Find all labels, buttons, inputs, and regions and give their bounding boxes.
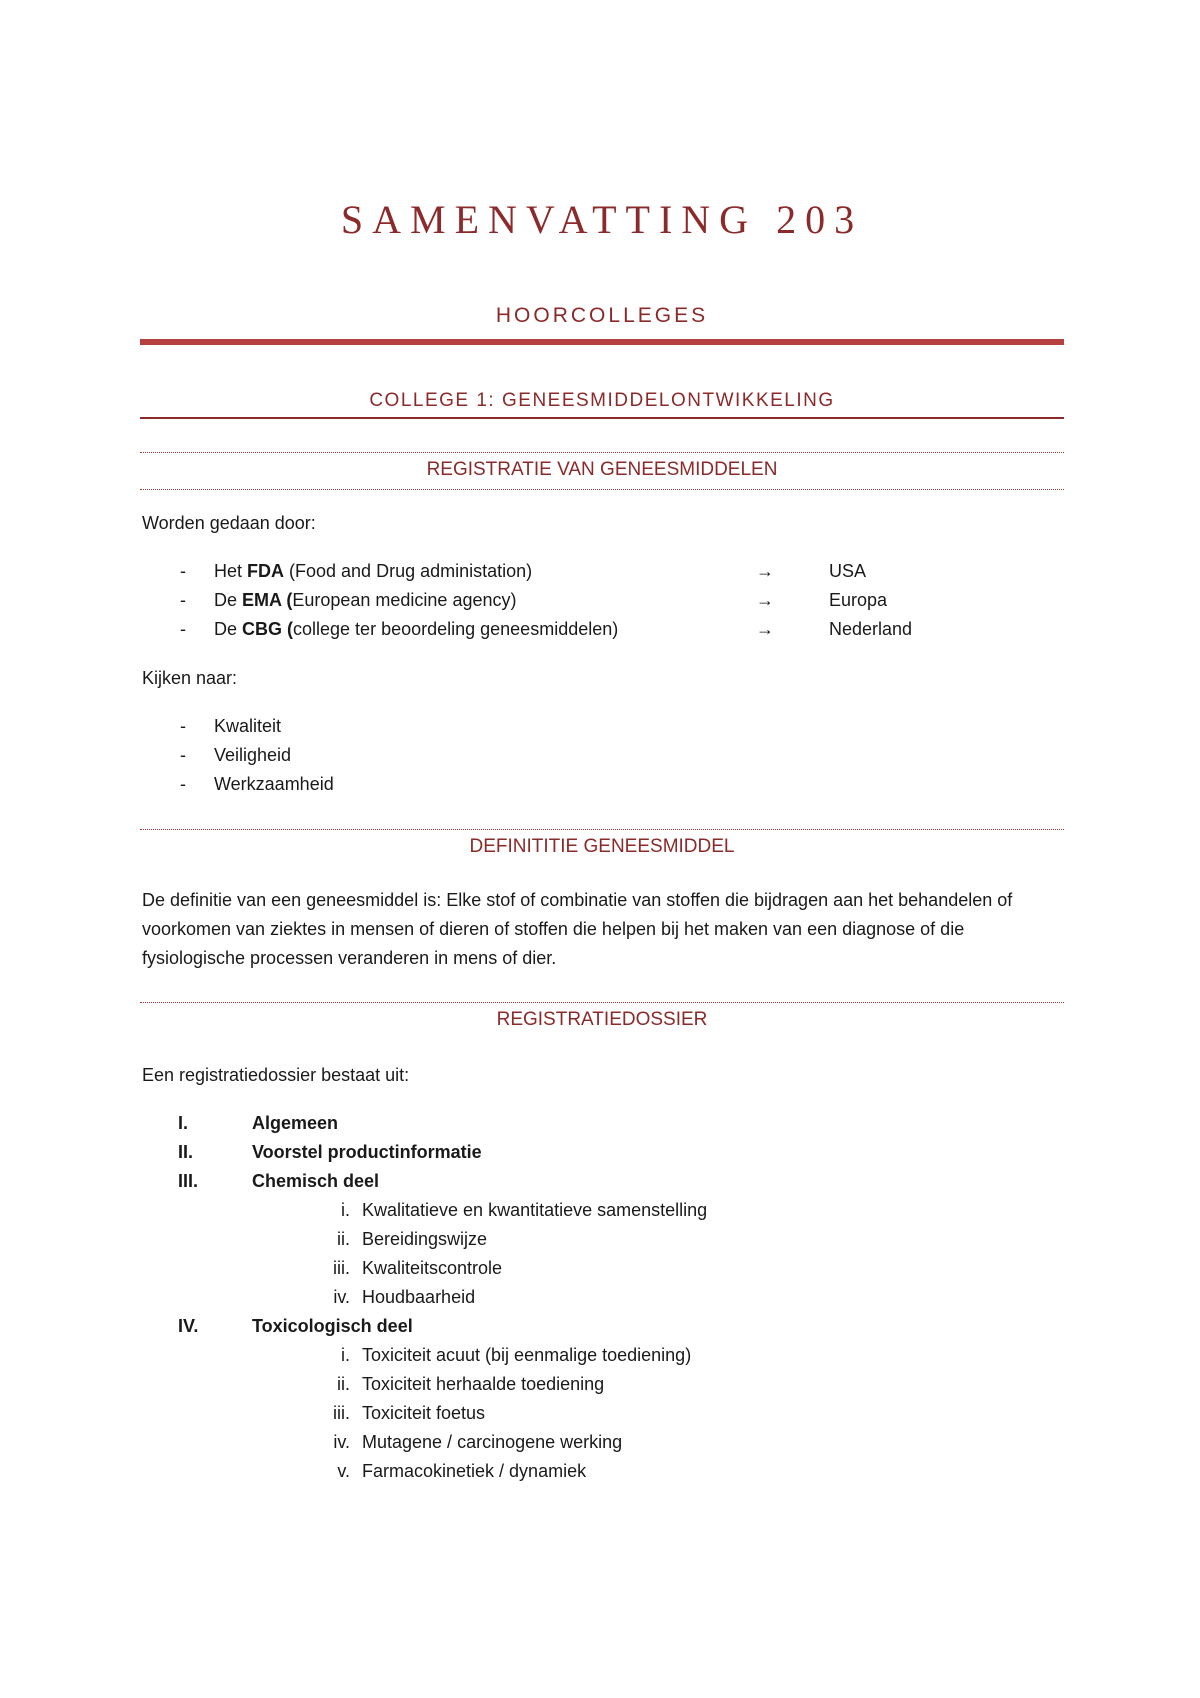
criterion-label: Werkzaamheid — [214, 774, 334, 794]
subitem-number: ii. — [337, 1229, 350, 1249]
heading-college-1: COLLEGE 1: GENEESMIDDELONTWIKKELING — [369, 390, 835, 411]
section-label: Algemeen — [252, 1113, 339, 1133]
criterion-label: Kwaliteit — [214, 716, 282, 736]
section-divider-top — [140, 452, 1064, 453]
dossier-sections — [140, 1109, 1064, 1486]
agency-prefix: De — [214, 590, 243, 610]
subitem-label: Kwalitatieve en kwantitatieve samenstelling — [362, 1200, 708, 1220]
subitem-label: Houdbaarheid — [362, 1287, 476, 1307]
dossier-subitem — [140, 1341, 1064, 1370]
section-label: Toxicologisch deel — [252, 1316, 413, 1336]
list-item — [180, 770, 334, 799]
dossier-subitem — [140, 1457, 1064, 1486]
subitem-label: Toxiciteit acuut (bij eenmalige toediening) — [362, 1345, 692, 1365]
section-label: Voorstel productinformatie — [252, 1142, 482, 1162]
subitem-label: Toxiciteit herhaalde toediening — [362, 1374, 605, 1394]
arrow-right-icon: → — [756, 561, 774, 581]
dossier-section — [140, 1312, 1064, 1341]
criteria-list — [180, 712, 334, 799]
subitem-label: Toxiciteit foetus — [362, 1403, 486, 1423]
heading-registratie: REGISTRATIE VAN GENEESMIDDELEN — [426, 459, 778, 480]
dossier-intro: Een registratiedossier bestaat uit: — [142, 1065, 410, 1085]
registratie-intro: Worden gedaan door: — [142, 513, 316, 533]
definitie-paragraph: De definitie van een geneesmiddel is: Elke stof of combinatie van stoffen die bijdragen aan het behandelen of voorkomen van ziektes in mensen of dieren of stoffen die helpen bij het maken van een diagnose of die fysiologische processen veranderen in mens of dier. — [142, 890, 1013, 968]
agency-region: USA — [829, 561, 867, 581]
dossier-section — [140, 1138, 1064, 1167]
section-label: Chemisch deel — [252, 1171, 380, 1191]
subitem-number: i. — [341, 1200, 350, 1220]
criterion-label: Veiligheid — [214, 745, 292, 765]
agency-description: (Food and Drug administation) — [284, 561, 533, 581]
dossier-subitem — [140, 1196, 1064, 1225]
agency-abbr: FDA — [247, 561, 285, 581]
subitem-label: Bereidingswijze — [362, 1229, 488, 1249]
agency-prefix: Het — [214, 561, 248, 581]
subitem-number: iv. — [333, 1287, 350, 1307]
document-title: SAMENVATTING 203 — [340, 197, 864, 242]
subitem-number: v. — [337, 1461, 350, 1481]
agency-region: Europa — [829, 590, 888, 610]
list-item — [180, 615, 1064, 644]
dossier-subitem — [140, 1428, 1064, 1457]
section-divider — [140, 829, 1064, 830]
agency-abbr: CBG ( — [242, 619, 294, 639]
section-divider-bottom — [140, 489, 1064, 490]
dash-bullet: - — [180, 561, 186, 581]
dash-bullet: - — [180, 590, 186, 610]
dossier-subitem — [140, 1399, 1064, 1428]
agency-description: college ter beoordeling geneesmiddelen) — [293, 619, 619, 639]
subitem-number: iii. — [333, 1403, 350, 1423]
agency-description: European medicine agency) — [292, 590, 517, 610]
agency-list — [180, 557, 1064, 644]
dash-bullet: - — [180, 619, 186, 639]
dossier-section — [140, 1167, 1064, 1196]
section-number: III. — [178, 1171, 199, 1191]
dossier-subitem — [140, 1254, 1064, 1283]
heading-registratiedossier: REGISTRATIEDOSSIER — [496, 1009, 708, 1030]
section-divider — [140, 1002, 1064, 1003]
subitem-label: Mutagene / carcinogene werking — [362, 1432, 623, 1452]
section-number: IV. — [178, 1316, 199, 1336]
dossier-subitem — [140, 1225, 1064, 1254]
dossier-subitem — [140, 1370, 1064, 1399]
agency-abbr: EMA ( — [242, 590, 293, 610]
arrow-right-icon: → — [756, 619, 774, 639]
arrow-right-icon: → — [756, 590, 774, 610]
subitem-number: iv. — [333, 1432, 350, 1452]
heading-rule-thick — [140, 339, 1064, 345]
heading-hoorcolleges: HOORCOLLEGES — [495, 304, 709, 327]
heading-definitie: DEFINITITIE GENEESMIDDEL — [469, 836, 735, 857]
list-item — [180, 557, 1064, 586]
dossier-subitem — [140, 1283, 1064, 1312]
agency-prefix: De — [214, 619, 243, 639]
subitem-number: i. — [341, 1345, 350, 1365]
agency-region: Nederland — [829, 619, 913, 639]
heading-rule-medium — [140, 417, 1064, 419]
subitem-label: Farmacokinetiek / dynamiek — [362, 1461, 587, 1481]
list-item — [180, 741, 334, 770]
subitem-number: ii. — [337, 1374, 350, 1394]
dash-bullet: - — [180, 774, 186, 794]
kijken-intro: Kijken naar: — [142, 668, 238, 688]
list-item — [180, 712, 334, 741]
list-item — [180, 586, 1064, 615]
subitem-number: iii. — [333, 1258, 350, 1278]
dash-bullet: - — [180, 716, 186, 736]
section-number: I. — [178, 1113, 189, 1133]
dash-bullet: - — [180, 745, 186, 765]
section-number: II. — [178, 1142, 194, 1162]
subitem-label: Kwaliteitscontrole — [362, 1258, 503, 1278]
dossier-section — [140, 1109, 1064, 1138]
